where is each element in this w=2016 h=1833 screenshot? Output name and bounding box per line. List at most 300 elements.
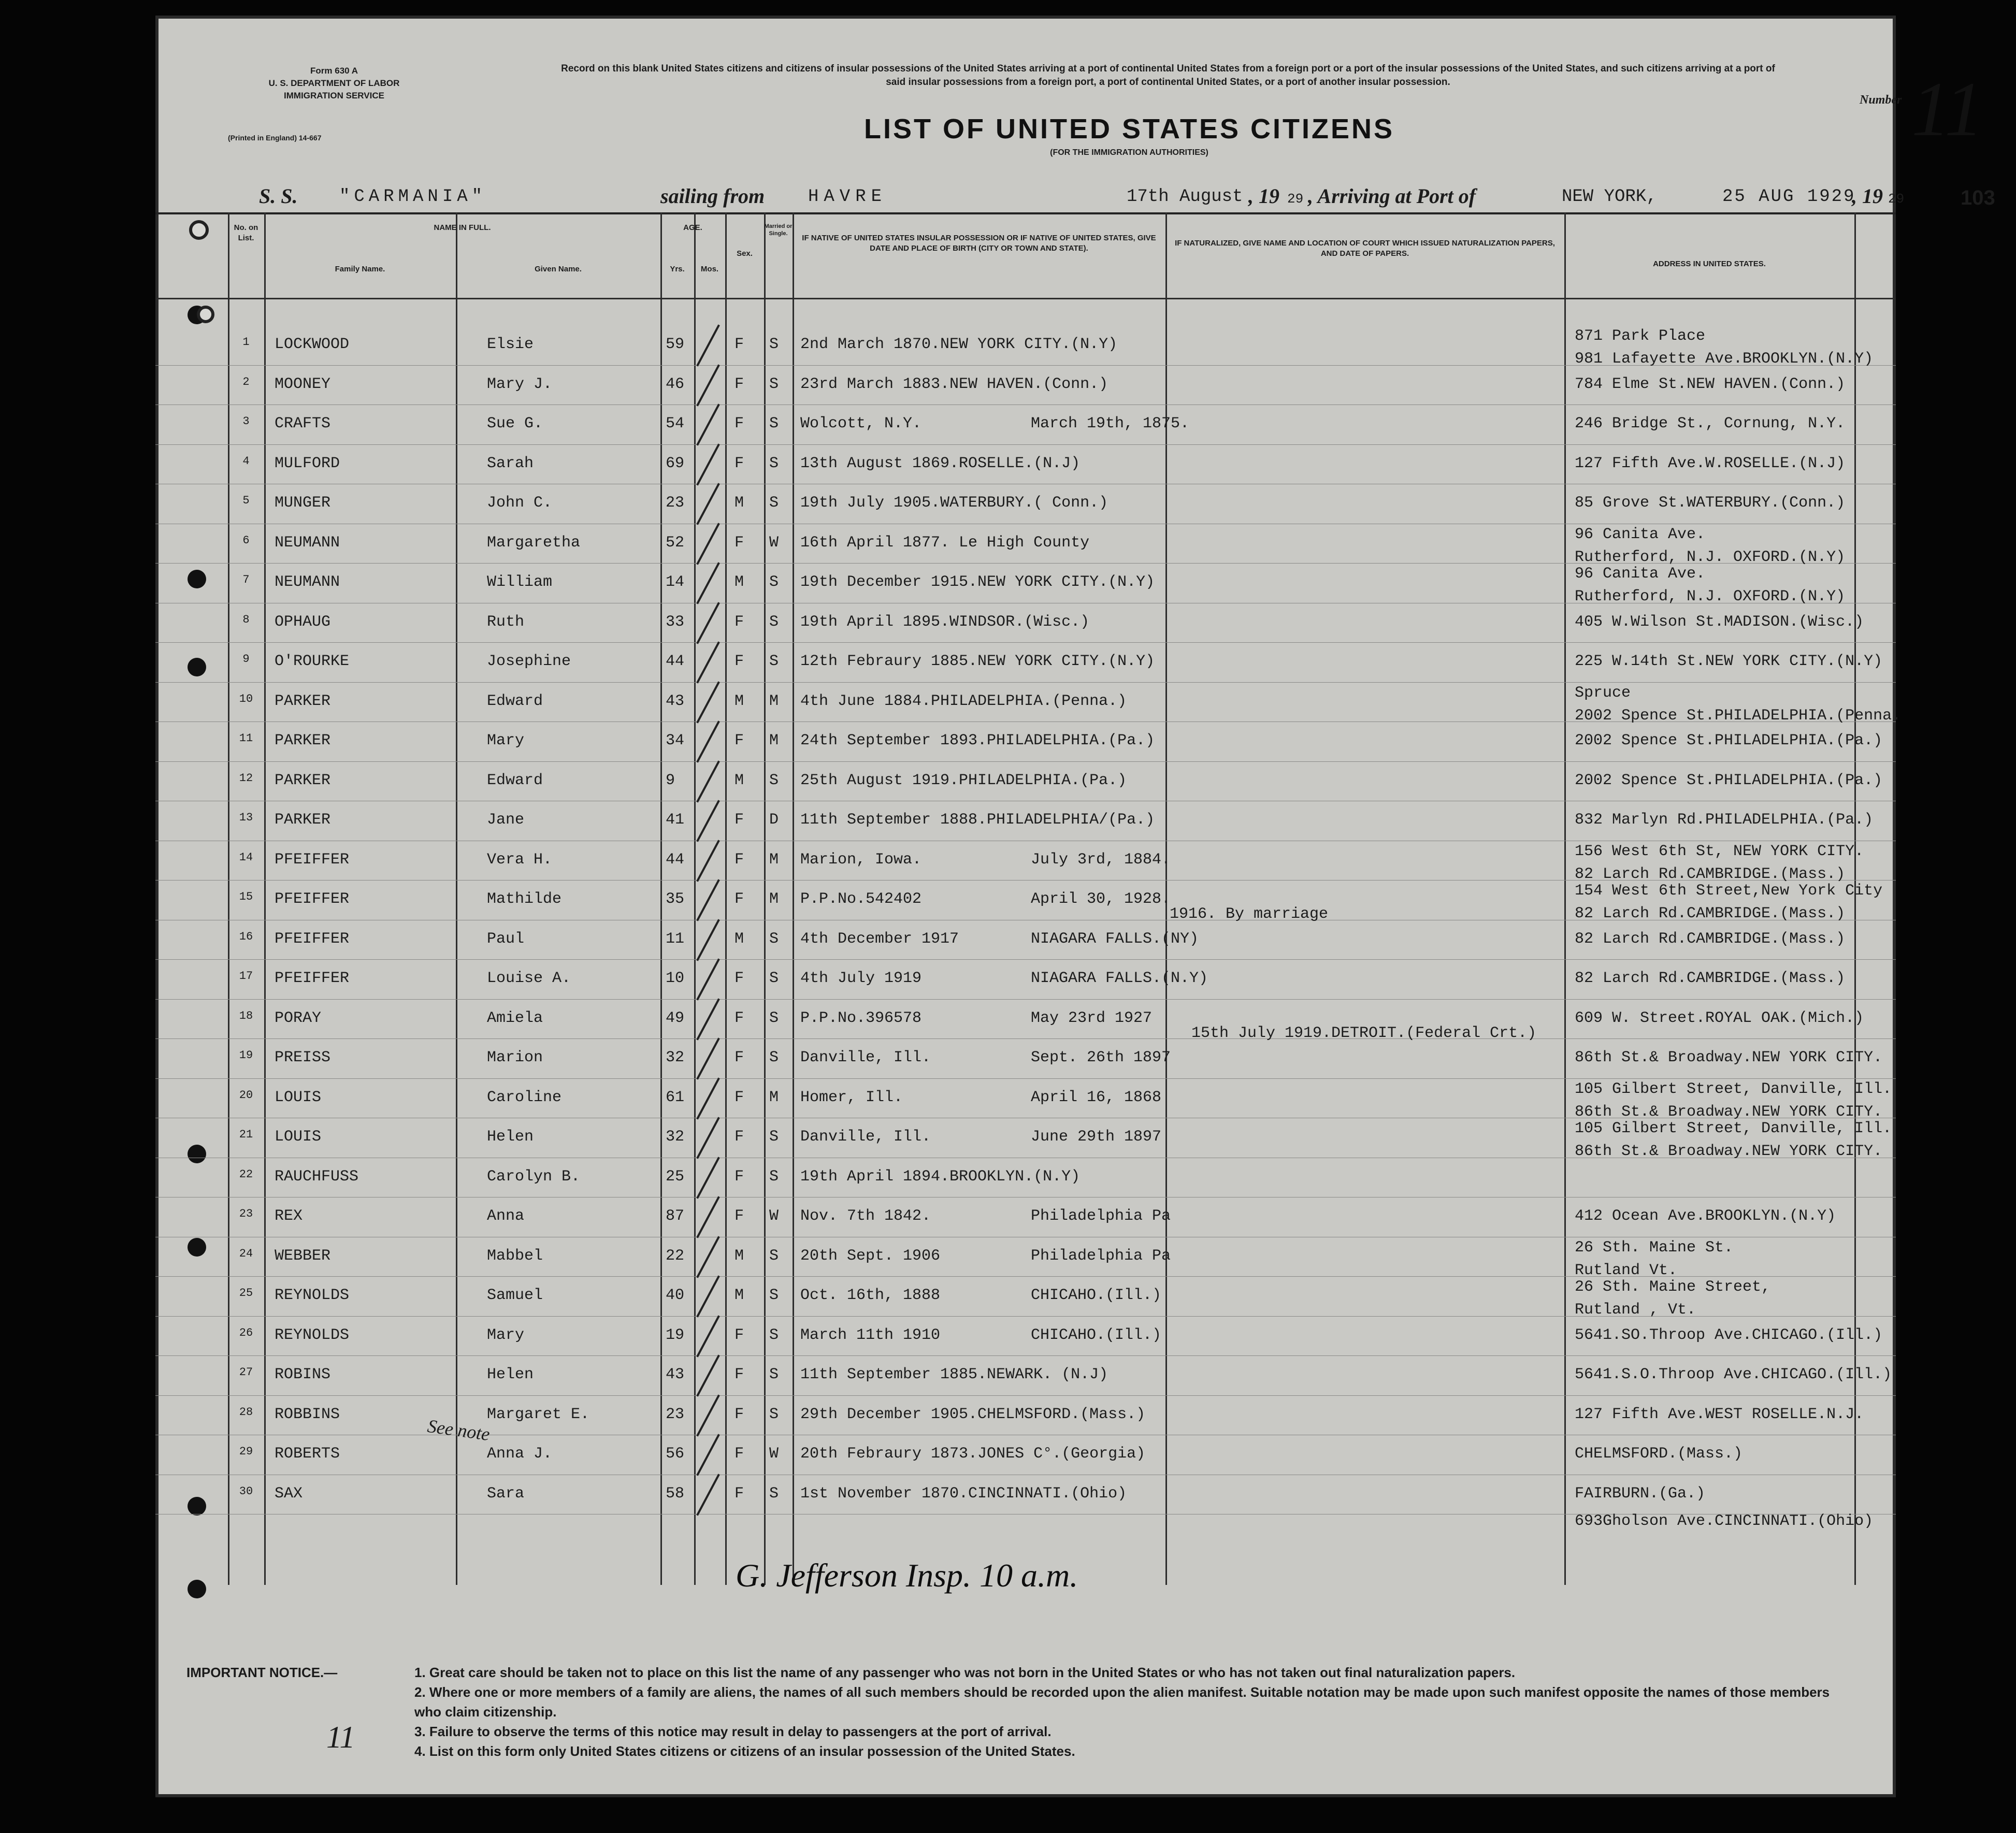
given-name: Helen (487, 1366, 534, 1383)
sailing-label: sailing from (660, 184, 765, 208)
address-line-2: 82 Larch Rd.CAMBRIDGE.(Mass.) (1575, 865, 1846, 883)
check-mark (696, 403, 720, 445)
family-name: CRAFTS (275, 415, 331, 432)
given-name: Paul (487, 930, 525, 948)
birth-info: 19th December 1915.NEW YORK CITY.(N.Y) (800, 573, 1155, 591)
notice-item: 1. Great care should be taken not to place on this list the name of any passenger who was not born in the United States or who has not taken out final naturalization papers. (414, 1665, 1516, 1680)
header-given-name: Given Name. (535, 265, 582, 273)
voyage-line (256, 184, 1905, 210)
birth-info: 13th August 1869.ROSELLE.(N.J) (800, 454, 1081, 472)
age-years: 23 (666, 494, 685, 512)
row-rule (155, 642, 1896, 643)
check-mark (696, 483, 720, 525)
family-name: PARKER (275, 692, 331, 710)
given-name: Mary (487, 732, 525, 749)
address-line-1: 412 Ocean Ave.BROOKLYN.(N.Y) (1575, 1207, 1836, 1225)
family-name: REX (275, 1207, 303, 1225)
address-line-1: 246 Bridge St., Cornung, N.Y. (1575, 415, 1846, 432)
header-naturalized: IF NATURALIZED, GIVE NAME AND LOCATION OF COURT WHICH ISSUED NATURALIZATION PAPERS, AND DATE OF PAPERS. (1175, 239, 1555, 258)
table-row (155, 604, 1896, 643)
birth-info: 29th December 1905.CHELMSFORD.(Mass.) (800, 1405, 1146, 1423)
birth-info: 1st November 1870.CINCINNATI.(Ohio) (800, 1484, 1127, 1503)
age-years: 44 (666, 850, 685, 869)
check-mark (696, 760, 720, 802)
check-mark (696, 443, 720, 485)
family-name: MUNGER (275, 494, 331, 512)
address-line-2: Rutherford, N.J. OXFORD.(N.Y) (1575, 548, 1846, 566)
check-mark (696, 1315, 720, 1357)
given-name: Margaret E. (487, 1405, 590, 1423)
arrival-stamp: 25 AUG 1929 (1722, 187, 1856, 207)
birth-info-secondary: June 29th 1897 (1031, 1128, 1162, 1146)
address-line-1: CHELMSFORD.(Mass.) (1575, 1445, 1743, 1463)
marital-status: S (769, 613, 779, 631)
check-mark (696, 1077, 720, 1119)
birth-info: Marion, Iowa. (800, 850, 922, 869)
row-rule (155, 999, 1896, 1000)
birth-info-secondary: Philadelphia Pa (1031, 1207, 1171, 1225)
given-name: John C. (487, 494, 553, 512)
age-years: 33 (666, 613, 685, 631)
birth-info-secondary: Philadelphia Pa (1031, 1247, 1171, 1265)
given-name: Mary (487, 1326, 525, 1344)
marital-status: W (769, 1207, 779, 1225)
marital-status: S (769, 415, 779, 432)
marital-status: S (769, 930, 779, 948)
notice-items (414, 1663, 1844, 1761)
table-row (155, 326, 1896, 366)
address-line-2: 82 Larch Rd.CAMBRIDGE.(Mass.) (1575, 905, 1846, 922)
family-name: WEBBER (275, 1247, 331, 1265)
address-line-1: 5641.SO.Throop Ave.CHICAGO.(Ill.) (1575, 1326, 1883, 1344)
address-line-1: 96 Canita Ave. (1575, 525, 1706, 543)
birth-info: Nov. 7th 1842. (800, 1207, 931, 1225)
address-line-1: Spruce (1575, 684, 1631, 702)
age-years: 44 (666, 653, 685, 670)
age-years: 22 (666, 1247, 685, 1265)
family-name: PORAY (275, 1009, 322, 1027)
extra-address: 693Gholson Ave.CINCINNATI.(Ohio) (1575, 1512, 1874, 1530)
row-rule (155, 1038, 1896, 1039)
given-name: Jane (487, 811, 525, 829)
table-row (155, 960, 1896, 1000)
sex: F (735, 1009, 744, 1027)
table-row (155, 564, 1896, 603)
check-mark (696, 1434, 720, 1476)
sex: F (735, 732, 744, 749)
family-name: LOUIS (275, 1128, 322, 1146)
row-number: 13 (239, 811, 253, 824)
check-mark (696, 1474, 720, 1516)
notice-item: 2. Where one or more members of a family are aliens, the names of all such members should be recorded upon the alien manifest. Suitable notation may be made upon such manifest opposite the names of those members who claim citizenship. (414, 1684, 1830, 1720)
check-mark (696, 1196, 720, 1238)
check-mark (696, 1117, 720, 1159)
age-years: 10 (666, 970, 685, 987)
marital-status: D (769, 811, 779, 829)
row-number: 17 (239, 970, 253, 983)
age-years: 32 (666, 1128, 685, 1146)
header-no: No. on List. (234, 223, 258, 242)
family-name: NEUMANN (275, 573, 340, 591)
handwritten-see-note: See note (426, 1415, 492, 1445)
row-rule (155, 682, 1896, 683)
table-row (155, 683, 1902, 725)
birth-info: 16th April 1877. Le High County (800, 533, 1090, 552)
family-name: PARKER (275, 811, 331, 829)
sex: F (735, 1445, 744, 1463)
row-number: 27 (239, 1366, 253, 1379)
form-id-block (256, 65, 412, 102)
form-number: Form 630 A (310, 66, 358, 76)
row-rule (155, 1078, 1896, 1079)
marital-status: W (769, 1445, 779, 1463)
family-name: RAUCHFUSS (275, 1167, 359, 1186)
age-years: 61 (666, 1088, 685, 1106)
marital-status: S (769, 375, 779, 393)
row-number: 25 (239, 1287, 253, 1300)
age-years: 58 (666, 1484, 685, 1503)
naturalization-note: 1916. By marriage (1170, 905, 1329, 923)
year-prefix: , 19 (1852, 184, 1883, 208)
birth-info: P.P.No.542402 (800, 890, 922, 908)
page-subtitle: (FOR THE IMMIGRATION AUTHORITIES) (1050, 148, 1208, 157)
marital-status: S (769, 1326, 779, 1344)
family-name: REYNOLDS (275, 1326, 350, 1344)
marital-status: S (769, 771, 779, 789)
birth-info: 4th July 1919 (800, 970, 922, 987)
row-number: 11 (239, 732, 253, 745)
check-mark (696, 1394, 720, 1436)
row-number: 4 (242, 454, 250, 468)
check-mark (696, 1354, 720, 1396)
marital-status: W (769, 533, 779, 552)
age-years: 35 (666, 890, 685, 908)
address-line-1: 127 Fifth Ave.W.ROSELLE.(N.J) (1575, 454, 1846, 472)
address-line-2: Rutherford, N.J. OXFORD.(N.Y) (1575, 588, 1846, 605)
row-number: 5 (242, 494, 250, 507)
table-row (155, 1040, 1896, 1079)
row-number: 6 (242, 533, 250, 547)
check-mark (696, 602, 720, 644)
table-row (155, 921, 1896, 960)
age-years: 25 (666, 1167, 685, 1186)
age-years: 49 (666, 1009, 685, 1027)
given-name: Vera H. (487, 850, 553, 869)
address-line-1: FAIRBURN.(Ga.) (1575, 1484, 1706, 1503)
service: IMMIGRATION SERVICE (284, 91, 384, 100)
address-line-2: 2002 Spence St.PHILADELPHIA.(Penna. (1575, 706, 1902, 725)
birth-info: Wolcott, N.Y. (800, 415, 922, 432)
address-line-1: 82 Larch Rd.CAMBRIDGE.(Mass.) (1575, 970, 1846, 987)
row-number: 18 (239, 1009, 253, 1022)
given-name: Mary J. (487, 375, 553, 393)
sex: M (735, 771, 744, 789)
given-name: Marion (487, 1049, 543, 1066)
sex: F (735, 375, 744, 393)
sex: F (735, 850, 744, 869)
family-name: NEUMANN (275, 533, 340, 552)
check-mark (696, 1275, 720, 1317)
table-row (155, 1159, 1896, 1198)
given-name: Caroline (487, 1088, 562, 1106)
marital-status: S (769, 653, 779, 670)
given-name: Amiela (487, 1009, 543, 1027)
row-rule (155, 1355, 1896, 1356)
marital-status: M (769, 850, 779, 869)
given-name: Elsie (487, 336, 534, 353)
given-name: Louise A. (487, 970, 571, 987)
check-mark (696, 800, 720, 842)
age-years: 19 (666, 1326, 685, 1344)
table-row (155, 1238, 1896, 1277)
header-rule (155, 298, 1896, 299)
birth-info-secondary: April 30, 1928. (1031, 890, 1171, 908)
age-years: 32 (666, 1049, 685, 1066)
family-name: PFEIFFER (275, 890, 350, 908)
family-name: PARKER (275, 732, 331, 749)
row-number: 10 (239, 692, 253, 705)
given-name: Anna J. (487, 1445, 553, 1463)
check-mark (696, 958, 720, 1000)
check-mark (696, 1236, 720, 1278)
sail-year: 29 (1287, 191, 1304, 207)
margin-number: 11 (326, 1720, 355, 1754)
sex: F (735, 890, 744, 908)
marital-status: S (769, 1128, 779, 1146)
table-row (155, 643, 1896, 683)
row-rule (155, 959, 1896, 960)
notice-item: 3. Failure to observe the terms of this notice may result in delay to passengers at the port of arrival. (414, 1724, 1052, 1739)
year-prefix: , 19 (1248, 184, 1279, 208)
birth-info: 23rd March 1883.NEW HAVEN.(Conn.) (800, 375, 1108, 393)
address-line-1: 2002 Spence St.PHILADELPHIA.(Pa.) (1575, 732, 1883, 749)
marital-status: S (769, 1405, 779, 1423)
marital-status: S (769, 1247, 779, 1265)
check-mark (696, 523, 720, 565)
department: U. S. DEPARTMENT OF LABOR (268, 78, 400, 88)
sex: F (735, 613, 744, 631)
row-number: 12 (239, 771, 253, 785)
row-number: 19 (239, 1049, 253, 1062)
family-name: O'ROURKE (275, 653, 350, 670)
age-years: 87 (666, 1207, 685, 1225)
row-number: 7 (242, 573, 250, 586)
age-years: 9 (666, 771, 675, 789)
table-row (155, 1317, 1896, 1356)
birth-info: March 11th 1910 (800, 1326, 941, 1344)
marital-status: S (769, 1366, 779, 1383)
address-line-2: 981 Lafayette Ave.BROOKLYN.(N.Y) (1575, 350, 1874, 368)
family-name: ROBINS (275, 1366, 331, 1383)
address-line-1: 85 Grove St.WATERBURY.(Conn.) (1575, 494, 1846, 512)
row-number: 30 (239, 1484, 253, 1498)
number-label: Number (1860, 93, 1902, 107)
header-mos: Mos. (700, 265, 719, 273)
birth-info: 25th August 1919.PHILADELPHIA.(Pa.) (800, 771, 1127, 789)
check-mark (696, 998, 720, 1040)
naturalization-note: 15th July 1919.DETROIT.(Federal Crt.) (1191, 1024, 1537, 1042)
sex: F (735, 970, 744, 987)
check-mark (696, 840, 720, 882)
birth-info: Danville, Ill. (800, 1049, 931, 1066)
birth-info: 19th July 1905.WATERBURY.( Conn.) (800, 494, 1108, 512)
age-years: 59 (666, 336, 685, 353)
family-name: ROBBINS (275, 1405, 340, 1423)
header-family-name: Family Name. (335, 265, 385, 273)
age-years: 54 (666, 415, 685, 432)
sex: M (735, 494, 744, 512)
row-rule (155, 444, 1896, 445)
given-name: Carolyn B. (487, 1167, 581, 1186)
marital-status: S (769, 454, 779, 472)
row-number: 22 (239, 1167, 253, 1181)
age-years: 14 (666, 573, 685, 591)
row-number: 9 (242, 653, 250, 666)
header-birth: IF NATIVE OF UNITED STATES INSULAR POSSESSION OR IF NATIVE OF UNITED STATES, GIVE DATE AND PLACE OF BIRTH (CITY OR TOWN AND STATE). (802, 234, 1156, 253)
check-mark (696, 562, 720, 604)
check-mark (696, 641, 720, 683)
birth-info: Homer, Ill. (800, 1088, 903, 1106)
birth-info-secondary: NIAGARA FALLS.(NY) (1031, 930, 1199, 948)
row-number: 16 (239, 930, 253, 943)
header-name-in-full: NAME IN FULL. (434, 223, 491, 232)
table-row (155, 445, 1896, 485)
marital-status: S (769, 1049, 779, 1066)
address-line-1: 26 Sth. Maine St. (1575, 1238, 1734, 1257)
sex: M (735, 692, 744, 710)
table-row (155, 762, 1896, 802)
birth-info-secondary: May 23rd 1927 (1031, 1009, 1153, 1027)
address-line-1: 105 Gilbert Street, Danville, Ill. (1575, 1120, 1892, 1137)
table-row (155, 485, 1896, 524)
sex: F (735, 1049, 744, 1066)
birth-info: 11th September 1888.PHILADELPHIA/(Pa.) (800, 811, 1155, 829)
sex: M (735, 1247, 744, 1265)
given-name: Edward (487, 692, 543, 710)
address-line-1: 832 Marlyn Rd.PHILADELPHIA.(Pa.) (1575, 811, 1874, 829)
marital-status: S (769, 336, 779, 353)
address-line-1: 127 Fifth Ave.WEST ROSELLE.N.J. (1575, 1405, 1864, 1423)
header-yrs: Yrs. (670, 265, 685, 273)
sex: F (735, 454, 744, 472)
row-number: 29 (239, 1445, 253, 1458)
row-number: 23 (239, 1207, 253, 1220)
birth-info-secondary: CHICAHO.(Ill.) (1031, 1287, 1162, 1304)
family-name: SAX (275, 1484, 303, 1503)
address-line-1: 86th St.& Broadway.NEW YORK CITY. (1575, 1049, 1883, 1066)
table-row (155, 723, 1896, 762)
age-years: 34 (666, 732, 685, 749)
address-line-1: 784 Elme St.NEW HAVEN.(Conn.) (1575, 375, 1846, 393)
family-name: LOCKWOOD (275, 336, 350, 353)
row-number: 20 (239, 1088, 253, 1102)
family-name: PARKER (275, 771, 331, 789)
check-mark (696, 324, 720, 366)
check-mark (696, 720, 720, 762)
header-address: ADDRESS IN UNITED STATES. (1653, 259, 1766, 268)
port-from: HAVRE (808, 187, 887, 207)
given-name: Mathilde (487, 890, 562, 908)
sex: F (735, 1088, 744, 1106)
sex: F (735, 1207, 744, 1225)
header-sex: Sex. (737, 249, 753, 258)
marital-status: S (769, 1484, 779, 1503)
row-number: 1 (242, 336, 250, 349)
printed-in: (Printed in England) 14-667 (228, 134, 322, 142)
given-name: Josephine (487, 653, 571, 670)
age-years: 11 (666, 930, 685, 948)
table-row (155, 802, 1896, 841)
age-years: 46 (666, 375, 685, 393)
family-name: PFEIFFER (275, 970, 350, 987)
ship-name: "CARMANIA" (339, 187, 487, 207)
age-years: 40 (666, 1287, 685, 1304)
ss-label: S. S. (259, 184, 298, 208)
page-number: 103 (1961, 186, 1995, 209)
sex: F (735, 1326, 744, 1344)
age-years: 43 (666, 1366, 685, 1383)
birth-info-secondary: March 19th, 1875. (1031, 415, 1190, 432)
row-number: 26 (239, 1326, 253, 1339)
port-to: NEW YORK, (1562, 187, 1657, 207)
given-name: Samuel (487, 1287, 543, 1304)
birth-info: 20th Sept. 1906 (800, 1247, 941, 1265)
birth-info-secondary: July 3rd, 1884. (1031, 850, 1171, 869)
sex: F (735, 1366, 744, 1383)
marital-status: M (769, 732, 779, 749)
address-line-1: 225 W.14th St.NEW YORK CITY.(N.Y) (1575, 653, 1883, 670)
given-name: Ruth (487, 613, 525, 631)
table-row (155, 1000, 1896, 1040)
address-line-1: 82 Larch Rd.CAMBRIDGE.(Mass.) (1575, 930, 1846, 948)
address-line-1: 105 Gilbert Street, Danville, Ill. (1575, 1080, 1892, 1098)
birth-info-secondary: NIAGARA FALLS.(N.Y) (1031, 970, 1208, 987)
age-years: 56 (666, 1445, 685, 1463)
check-mark (696, 1037, 720, 1079)
header-age: AGE. (683, 223, 702, 232)
table-row (155, 1356, 1896, 1396)
table-row (155, 1119, 1896, 1158)
birth-info: 12th Febraury 1885.NEW YORK CITY.(N.Y) (800, 653, 1155, 670)
address-line-2: 86th St.& Broadway.NEW YORK CITY. (1575, 1103, 1883, 1121)
given-name: Sara (487, 1484, 525, 1503)
marital-status: S (769, 1167, 779, 1186)
sex: F (735, 1484, 744, 1503)
table-row (155, 1198, 1896, 1237)
age-years: 23 (666, 1405, 685, 1423)
address-line-1: 26 Sth. Maine Street, (1575, 1278, 1771, 1296)
family-name: MULFORD (275, 454, 340, 472)
row-number: 2 (242, 375, 250, 388)
row-number: 28 (239, 1405, 253, 1419)
table-row (155, 366, 1896, 406)
age-years: 43 (666, 692, 685, 710)
family-name: PFEIFFER (275, 850, 350, 869)
birth-info-secondary: CHICAHO.(Ill.) (1031, 1326, 1162, 1344)
given-name: Helen (487, 1128, 534, 1146)
address-line-2: 86th St.& Broadway.NEW YORK CITY. (1575, 1143, 1883, 1160)
family-name: OPHAUG (275, 613, 331, 631)
sex: M (735, 1287, 744, 1304)
given-name: William (487, 573, 553, 591)
age-years: 41 (666, 811, 685, 829)
row-number: 8 (242, 613, 250, 626)
family-name: ROBERTS (275, 1445, 340, 1463)
marital-status: M (769, 1088, 779, 1106)
birth-info: Oct. 16th, 1888 (800, 1287, 941, 1304)
row-number: 14 (239, 850, 253, 864)
check-mark (696, 681, 720, 723)
